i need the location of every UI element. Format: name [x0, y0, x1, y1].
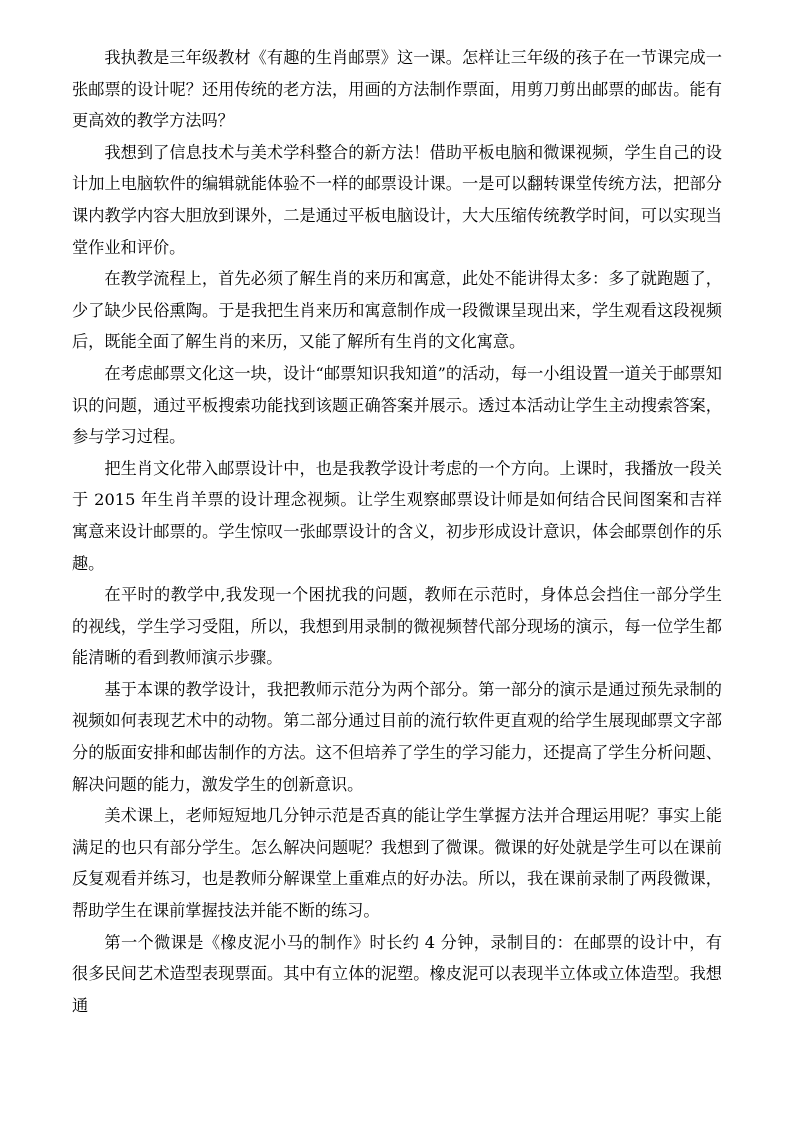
- paragraph-9: 第一个微课是《橡皮泥小马的制作》时长约 4 分钟，录制目的：在邮票的设计中，有很多民间艺术造型表现票面。其中有立体的泥塑。橡皮泥可以表现半立体或立体造型。我想通: [72, 932, 722, 1015]
- paragraph-3: 在教学流程上，首先必须了解生肖的来历和寓意，此处不能讲得太多：多了就跑题了，少了缺少民俗熏陶。于是我把生肖来历和寓意制作成一段微课呈现出来，学生观看这段视频后，既能全面了解生肖的来历，又能了解所有生肖的文化寓意。: [72, 269, 722, 352]
- paragraph-5: 把生肖文化带入邮票设计中，也是我教学设计考虑的一个方向。上课时，我播放一段关于 2015 年生肖羊票的设计理念视频。让学生观察邮票设计师是如何结合民间图案和吉祥寓意来设计邮票的。学生惊叹一张邮票设计的含义，初步形成设计意识，体会邮票创作的乐趣。: [72, 458, 722, 573]
- paragraph-1: 我执教是三年级教材《有趣的生肖邮票》这一课。怎样让三年级的孩子在一节课完成一张邮票的设计呢？还用传统的老方法，用画的方法制作票面，用剪刀剪出邮票的邮齿。能有更高效的教学方法吗？: [72, 48, 722, 131]
- document-body: [72, 42, 722, 1021]
- paragraph-8: 美术课上，老师短短地几分钟示范是否真的能让学生掌握方法并合理运用呢？事实上能满足的也只有部分学生。怎么解决问题呢？我想到了微课。微课的好处就是学生可以在课前反复观看并练习，也是教师分解课堂上重难点的好办法。所以，我在课前录制了两段微课，帮助学生在课前掌握技法并能不断的练习。: [72, 806, 722, 921]
- paragraph-7: 基于本课的教学设计，我把教师示范分为两个部分。第一部分的演示是通过预先录制的视频如何表现艺术中的动物。第二部分通过目前的流行软件更直观的给学生展现邮票文字部分的版面安排和邮齿制作的方法。这不但培养了学生的学习能力，还提高了学生分析问题、解决问题的能力，激发学生的创新意识。: [72, 679, 722, 794]
- paragraph-4: 在考虑邮票文化这一块，设计“邮票知识我知道”的活动，每一小组设置一道关于邮票知识的问题，通过平板搜索功能找到该题正确答案并展示。透过本活动让学生主动搜索答案，参与学习过程。: [72, 363, 722, 447]
- paragraph-2: 我想到了信息技术与美术学科整合的新方法！借助平板电脑和微课视频，学生自己的设计加上电脑软件的编辑就能体验不一样的邮票设计课。一是可以翻转课堂传统方法，把部分课内教学内容大胆放到课外，二是通过平板电脑设计，大大压缩传统教学时间，可以实现当堂作业和评价。: [72, 142, 722, 257]
- paragraph-6: 在平时的教学中,我发现一个困扰我的问题，教师在示范时，身体总会挡住一部分学生的视线，学生学习受阻，所以，我想到用录制的微视频替代部分现场的演示，每一位学生都能清晰的看到教师演示步骤。: [72, 585, 722, 668]
